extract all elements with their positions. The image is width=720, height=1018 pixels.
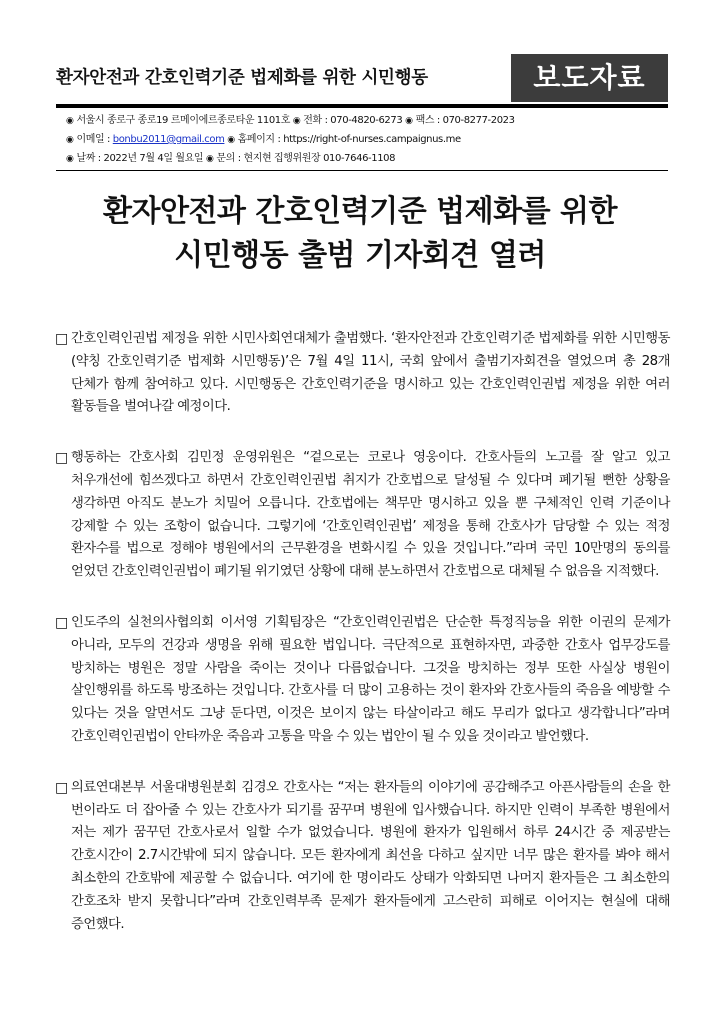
checkbox-bullet-icon: □ — [55, 779, 69, 796]
address-text: 서울시 종로구 종로19 르메이에르종로타운 1101호 — [76, 115, 291, 126]
fax-text: 팩스 : 070-8277-2023 — [415, 115, 515, 126]
bullet-icon: ◉ — [66, 154, 74, 164]
paragraph-text: 행동하는 간호사회 김민정 운영위원은 “겉으로는 코로나 영웅이다. 간호사들의 노고를 잘 알고 있고 처우개선에 힘쓰겠다고 하면서 간호인력인권법 취지가 간호법으로 달성될 수 있다며 폐기될 뻔한 상황을 생각하면 아직도 분노가 치밀어 오릅니다. 간호법에는 책무만 명시하고 있을 뿐 구체적인 인력 기준이나 강제할 수 있는 조항이 없습니다. 그렇기에 ‘간호인력인권법’ 제정을 통해 간호사가 담당할 수 있는 적정 환자수를 법으로 정해야 병원에서의 근무환경을 변화시킬 수 있을 것입니다.”라며 국민 10만명의 동의를 얻었던 간호인력인권법이 폐기될 위기였던 상황에 대해 분노하면서 간호법으로 대체될 수 없음을 지적했다. — [71, 450, 670, 580]
paragraph — [55, 612, 670, 749]
letterhead — [56, 54, 668, 104]
bullet-icon: ◉ — [66, 135, 74, 145]
paragraph-text: 인도주의 실천의사협의회 이서영 기획팀장은 “간호인력인권법은 단순한 특정직능을 위한 이권의 문제가 아니라, 모두의 건강과 생명을 위해 필요한 법입니다. 극단적으로 표현하자면, 과중한 간호사 업무강도를 방치하는 병원은 정말 사람을 죽이는 것이나 다름없습니다. 그것을 방치하는 정부 또한 사실상 병원이 살인행위를 하도록 방조하는 것입니다. 간호사를 더 많이 고용하는 것이 환자와 간호사들의 죽음을 예방할 수 있다는 것을 알면서도 그냥 둔다면, 이것은 보이지 않는 타살이라고 해도 무리가 없다고 생각합니다”라며 간호인력인권법이 안타까운 죽음과 고통을 막을 수 있는 법안이 될 수 있을 것이라고 발언했다. — [71, 614, 670, 744]
headline-line-1: 환자안전과 간호인력기준 법제화를 위한 — [103, 194, 617, 229]
contact-line-address — [66, 111, 666, 130]
paragraph-text: 의료연대본부 서울대병원분회 김경오 간호사는 “저는 환자들의 이야기에 공감해주고 아픈사람들의 손을 한 번이라도 더 잡아줄 수 있는 간호사가 되기를 꿈꾸며 병원에 입사했습니다. 하지만 인력이 부족한 병원에서 저는 제가 꿈꾸던 간호사로서 일할 수가 없었습니다. 병원에 환자가 입원해서 하루 24시간 중 제공받는 간호시간이 2.7시간밖에 되지 않습니다. 모든 환자에게 최선을 다하고 싶지만 너무 많은 환자를 봐야 해서 최소한의 간호밖에 제공할 수 없습니다. 여기에 한 명이라도 상태가 악화되면 나머지 환자들은 그 최소한의 간호조차 받지 못합니다”라며 간호인력부족 문제가 환자들에게 고스란히 피해로 이어지는 현실에 대해 증언했다. — [71, 779, 670, 932]
checkbox-bullet-icon: □ — [55, 450, 69, 467]
headline — [40, 190, 680, 278]
paragraph — [55, 447, 670, 584]
bullet-icon: ◉ — [227, 135, 235, 145]
homepage-text: 홈페이지 : https://right-of-nurses.campaignus.me — [237, 134, 461, 145]
contact-line-date — [66, 149, 666, 168]
headline-line-2: 시민행동 출범 기자회견 열려 — [174, 238, 546, 273]
header-divider-thick — [56, 104, 668, 108]
organization-name: 환자안전과 간호인력기준 법제화를 위한 시민행동 — [56, 68, 428, 88]
bullet-icon: ◉ — [205, 154, 214, 164]
contact-line-web — [66, 130, 666, 149]
bullet-icon: ◉ — [292, 116, 301, 126]
email-label: 이메일 : — [76, 134, 110, 145]
checkbox-bullet-icon: □ — [55, 331, 69, 347]
press-release-label: 보도자료 — [511, 54, 668, 102]
email-link[interactable]: bonbu2011@gmail.com — [112, 134, 225, 145]
date-text: 날짜 : 2022년 7월 4일 월요일 — [76, 153, 204, 164]
inquiry-text: 문의 : 현지현 집행위원장 010-7646-1108 — [216, 153, 396, 164]
paragraph-text: 간호인력인권법 제정을 위한 시민사회연대체가 출범했다. ‘환자안전과 간호인력기준 법제화를 위한 시민행동(약칭 간호인력기준 법제화 시민행동)’은 7월 4일 11시, 국회 앞에서 출범기자회견을 열었으며 총 28개 단체가 함께 참여하고 있다. 시민행동은 간호인력기준을 명시하고 있는 간호인력인권법 제정을 위한 여러 활동들을 벌여나갈 예정이다. — [71, 331, 670, 415]
bullet-icon: ◉ — [66, 116, 74, 126]
checkbox-bullet-icon: □ — [55, 614, 69, 631]
article-body — [55, 328, 670, 964]
phone-text: 전화 : 070-4820-6273 — [303, 115, 403, 126]
bullet-icon: ◉ — [405, 116, 413, 126]
paragraph — [55, 777, 670, 937]
contact-info — [66, 111, 666, 168]
header-divider-thin — [56, 170, 668, 171]
paragraph — [55, 328, 670, 419]
